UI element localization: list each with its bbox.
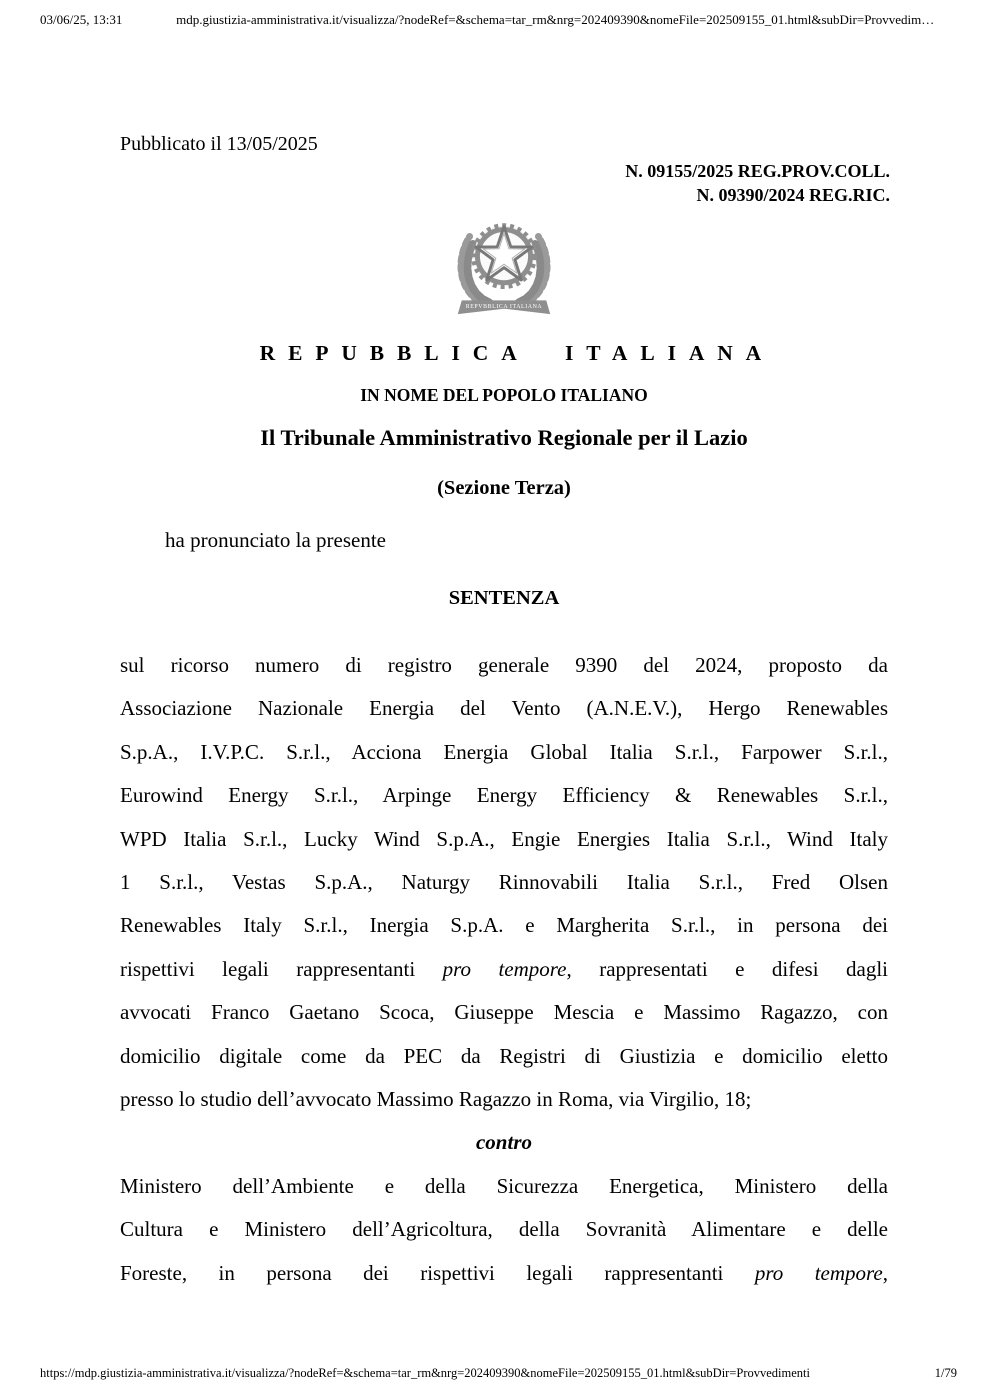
document-line: Ministero dell’Ambiente e della Sicurezza Energetica, Ministero della xyxy=(120,1173,888,1198)
document-line: Renewables Italy S.r.l., Inergia S.p.A. e Margherita S.r.l., in persona dei xyxy=(120,913,888,938)
document-line: contro xyxy=(475,1130,532,1155)
heading-sentenza: SENTENZA xyxy=(448,587,560,609)
document-line: Eurowind Energy S.r.l., Arpinge Energy Efficiency & Renewables S.r.l., xyxy=(120,783,888,808)
document-line: WPD Italia S.r.l., Lucky Wind S.p.A., Engie Energies Italia S.r.l., Wind Italy xyxy=(120,826,888,851)
italian-republic-emblem-icon xyxy=(449,207,559,321)
emblem-container xyxy=(120,207,888,321)
document-line: presso lo studio dell’avvocato Massimo Ragazzo in Roma, via Virgilio, 18; xyxy=(120,1087,752,1112)
document-body xyxy=(120,644,888,1295)
document-line: S.p.A., I.V.P.C. S.r.l., Acciona Energia Global Italia S.r.l., Farpower S.r.l., xyxy=(120,739,888,764)
page-indicator: 1/79 xyxy=(934,1366,957,1380)
print-footer xyxy=(40,1366,957,1381)
heading-section: (Sezione Terza) xyxy=(437,477,571,499)
document-line: domicilio digitale come da PEC da Registri di Giustizia e domicilio eletto xyxy=(120,1043,888,1068)
print-footer-url: https://mdp.giustizia-amministrativa.it/visualizza/?nodeRef=&schema=tar_rm&nrg=202409390&nomeFile=202509155_01.html&subDir=Provvedimenti xyxy=(40,1366,810,1380)
heading-in-nome-del-popolo: IN NOME DEL POPOLO ITALIANO xyxy=(360,385,648,405)
pronounce-line: ha pronunciato la presente xyxy=(165,528,386,552)
heading-tribunal: Il Tribunale Amministrativo Regionale per il Lazio xyxy=(260,425,748,450)
emblem-banner-text: REPVBBLICA ITALIANA xyxy=(465,304,543,311)
reg-prov-coll-number: N. 09155/2025 REG.PROV.COLL. xyxy=(625,161,890,181)
print-datetime: 03/06/25, 13:31 xyxy=(40,12,123,27)
print-header-url: mdp.giustizia-amministrativa.it/visualizza/?nodeRef=&schema=tar_rm&nrg=202409390&nomeFile=202509155_01.html&subDir=Provvedim… xyxy=(176,12,935,27)
heading-repubblica-italiana: REPUBBLICA ITALIANA xyxy=(259,341,775,365)
document-line: 1 S.r.l., Vestas S.p.A., Naturgy Rinnovabili Italia S.r.l., Fred Olsen xyxy=(120,870,888,895)
document-line: avvocati Franco Gaetano Scoca, Giuseppe Mescia e Massimo Ragazzo, con xyxy=(120,1000,888,1025)
document-line: sul ricorso numero di registro generale 9390 del 2024, proposto da xyxy=(120,653,888,677)
registry-numbers xyxy=(625,160,890,207)
document-line: rispettivi legali rappresentanti pro tempore, rappresentati e difesi dagli xyxy=(120,956,888,981)
document-line: Foreste, in persona dei rispettivi legali rappresentanti pro tempore, xyxy=(120,1260,888,1285)
publication-date: Pubblicato il 13/05/2025 xyxy=(120,133,318,155)
print-header xyxy=(40,12,958,28)
document-line: Cultura e Ministero dell’Agricoltura, della Sovranità Alimentare e delle xyxy=(120,1217,888,1242)
document-line: Associazione Nazionale Energia del Vento (A.N.E.V.), Hergo Renewables xyxy=(120,696,888,721)
reg-ric-number: N. 09390/2024 REG.RIC. xyxy=(696,184,890,205)
